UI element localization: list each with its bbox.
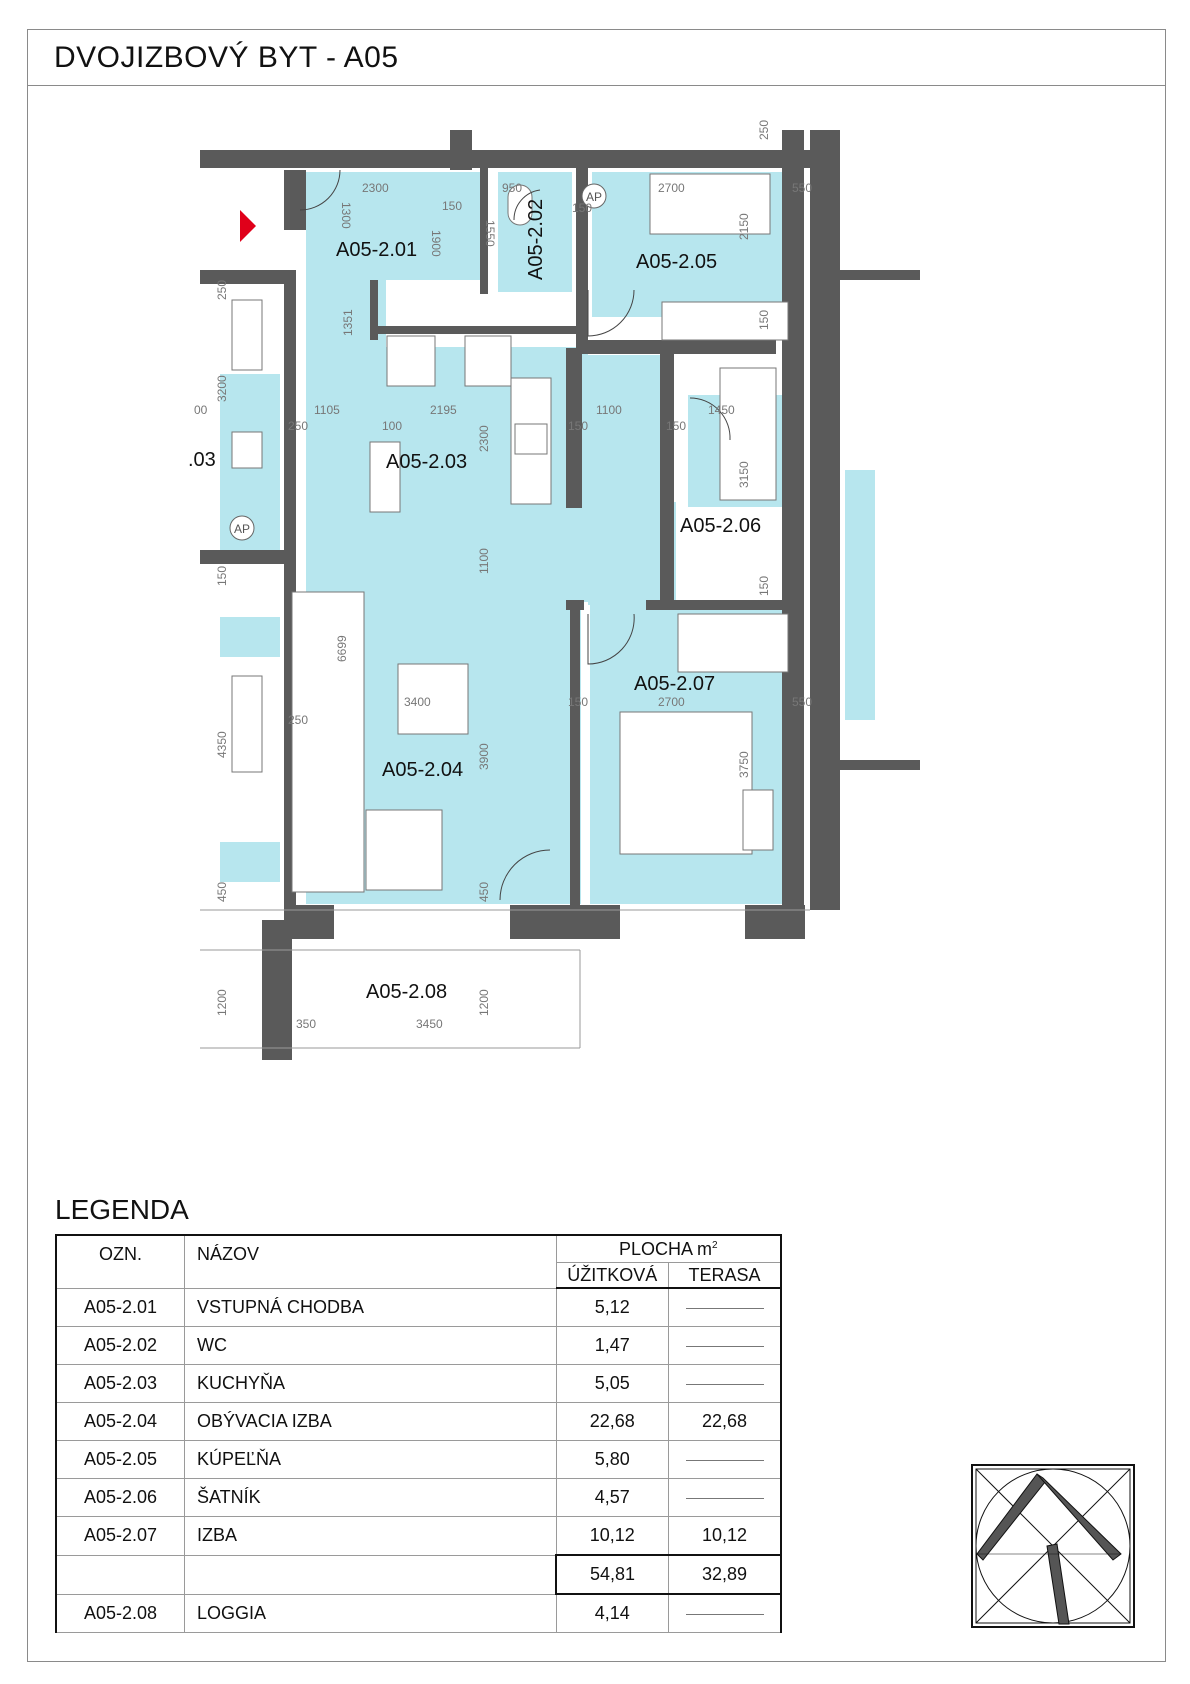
dim-label: 250 (288, 419, 309, 433)
table-row: A05-2.06 ŠATNÍK 4,57 (56, 1479, 781, 1517)
dim-label: 150 (572, 201, 593, 215)
room-label-2-08: A05-2.08 (366, 981, 448, 1003)
dim-label: 150 (568, 695, 589, 709)
dim-label: 250 (757, 119, 771, 140)
table-row-loggia: A05-2.08 LOGGIA 4,14 (56, 1594, 781, 1633)
table-row: A05-2.05 KÚPEĽŇA 5,80 (56, 1441, 781, 1479)
sum-terasa: 32,89 (669, 1555, 782, 1594)
header-nazov: NÁZOV (185, 1235, 557, 1288)
room-label-2-02: A05-2.02 (525, 198, 547, 280)
table-row: A05-2.07 IZBA 10,12 10,12 (56, 1517, 781, 1556)
legend-title: LEGENDA (55, 1194, 189, 1225)
dim-label: 2150 (737, 213, 751, 240)
legend-table (55, 1234, 782, 1633)
dim-label: 2700 (658, 181, 685, 195)
table-row: A05-2.04 OBÝVACIA IZBA 22,68 22,68 (56, 1403, 781, 1441)
dim-label: 3200 (215, 375, 229, 402)
dim-label: 950 (502, 181, 523, 195)
empty-dash (686, 1384, 764, 1385)
dim-label: 150 (442, 199, 463, 213)
dim-label: 250 (215, 279, 229, 300)
room-label-2-05: A05-2.05 (636, 251, 718, 273)
dim-label: 3400 (404, 695, 431, 709)
room-label-2-07: A05-2.07 (634, 673, 716, 695)
title-bar (27, 29, 1166, 86)
room-label-2-06: A05-2.06 (680, 515, 762, 537)
dim-label: 450 (215, 881, 229, 902)
dim-label: 2195 (430, 403, 457, 417)
empty-dash (686, 1308, 764, 1309)
header-ozn: OZN. (56, 1235, 185, 1288)
dim-label: 3900 (477, 743, 491, 770)
dim-label: 3150 (737, 461, 751, 488)
empty-dash (686, 1614, 764, 1615)
page-title: DVOJIZBOVÝ BYT - A05 (54, 41, 399, 74)
room-label-2-03: A05-2.03 (386, 451, 468, 473)
dim-label: 350 (296, 1017, 317, 1031)
ap-label-left: AP (234, 522, 251, 536)
dim-label: 150 (215, 565, 229, 586)
empty-dash (686, 1346, 764, 1347)
dim-label: 2300 (362, 181, 389, 195)
dim-label: 2700 (658, 695, 685, 709)
floor-plan (188, 119, 920, 1130)
dim-label: 4350 (215, 731, 229, 758)
north-arrow-icon (971, 1464, 1135, 1628)
room-label-2-01: A05-2.01 (336, 239, 418, 261)
header-terasa: TERASA (669, 1263, 782, 1289)
table-sum-row (56, 1555, 781, 1594)
table-row: A05-2.03 KUCHYŇA 5,05 (56, 1365, 781, 1403)
dim-label: 6699 (335, 635, 349, 662)
empty-dash (686, 1498, 764, 1499)
dim-label: 1351 (341, 309, 355, 336)
room-label-2-04: A05-2.04 (382, 759, 464, 781)
dim-label: 550 (792, 181, 813, 195)
dim-label: 250 (288, 713, 309, 727)
table-row: A05-2.02 WC 1,47 (56, 1327, 781, 1365)
dim-label: 1100 (477, 548, 491, 574)
dim-label: 1300 (339, 202, 353, 229)
dim-label: 1105 (314, 403, 340, 417)
dim-label: 3750 (737, 751, 751, 778)
table-row: A05-2.01 VSTUPNÁ CHODBA 5,12 (56, 1288, 781, 1327)
dim-label: 1450 (708, 403, 735, 417)
header-plocha: PLOCHA $m^2$ (556, 1235, 781, 1263)
dim-label: 1900 (429, 230, 443, 257)
dim-label: 550 (792, 695, 813, 709)
sum-uzitkova: 54,81 (556, 1555, 669, 1594)
dim-label: 1200 (477, 989, 491, 1016)
dim-label: 150 (757, 309, 771, 330)
dim-label: 3450 (416, 1017, 443, 1031)
dim-label: 150 (568, 419, 589, 433)
empty-dash (686, 1460, 764, 1461)
dim-label: 100 (382, 419, 403, 433)
dim-label: 1550 (483, 220, 497, 247)
dim-label: 150 (666, 419, 687, 433)
header-uzitkova: ÚŽITKOVÁ (556, 1263, 669, 1289)
dim-label: 150 (757, 575, 771, 596)
entrance-arrow-icon (240, 210, 256, 242)
dim-label: 1100 (596, 403, 622, 417)
dim-label: 2300 (477, 425, 491, 452)
dim-label: 450 (477, 881, 491, 902)
ap-label-bath: AP (586, 190, 603, 204)
dim-label: 00 (194, 403, 208, 417)
room-label-left-partial: .03 (188, 449, 216, 471)
dim-label: 1200 (215, 989, 229, 1016)
